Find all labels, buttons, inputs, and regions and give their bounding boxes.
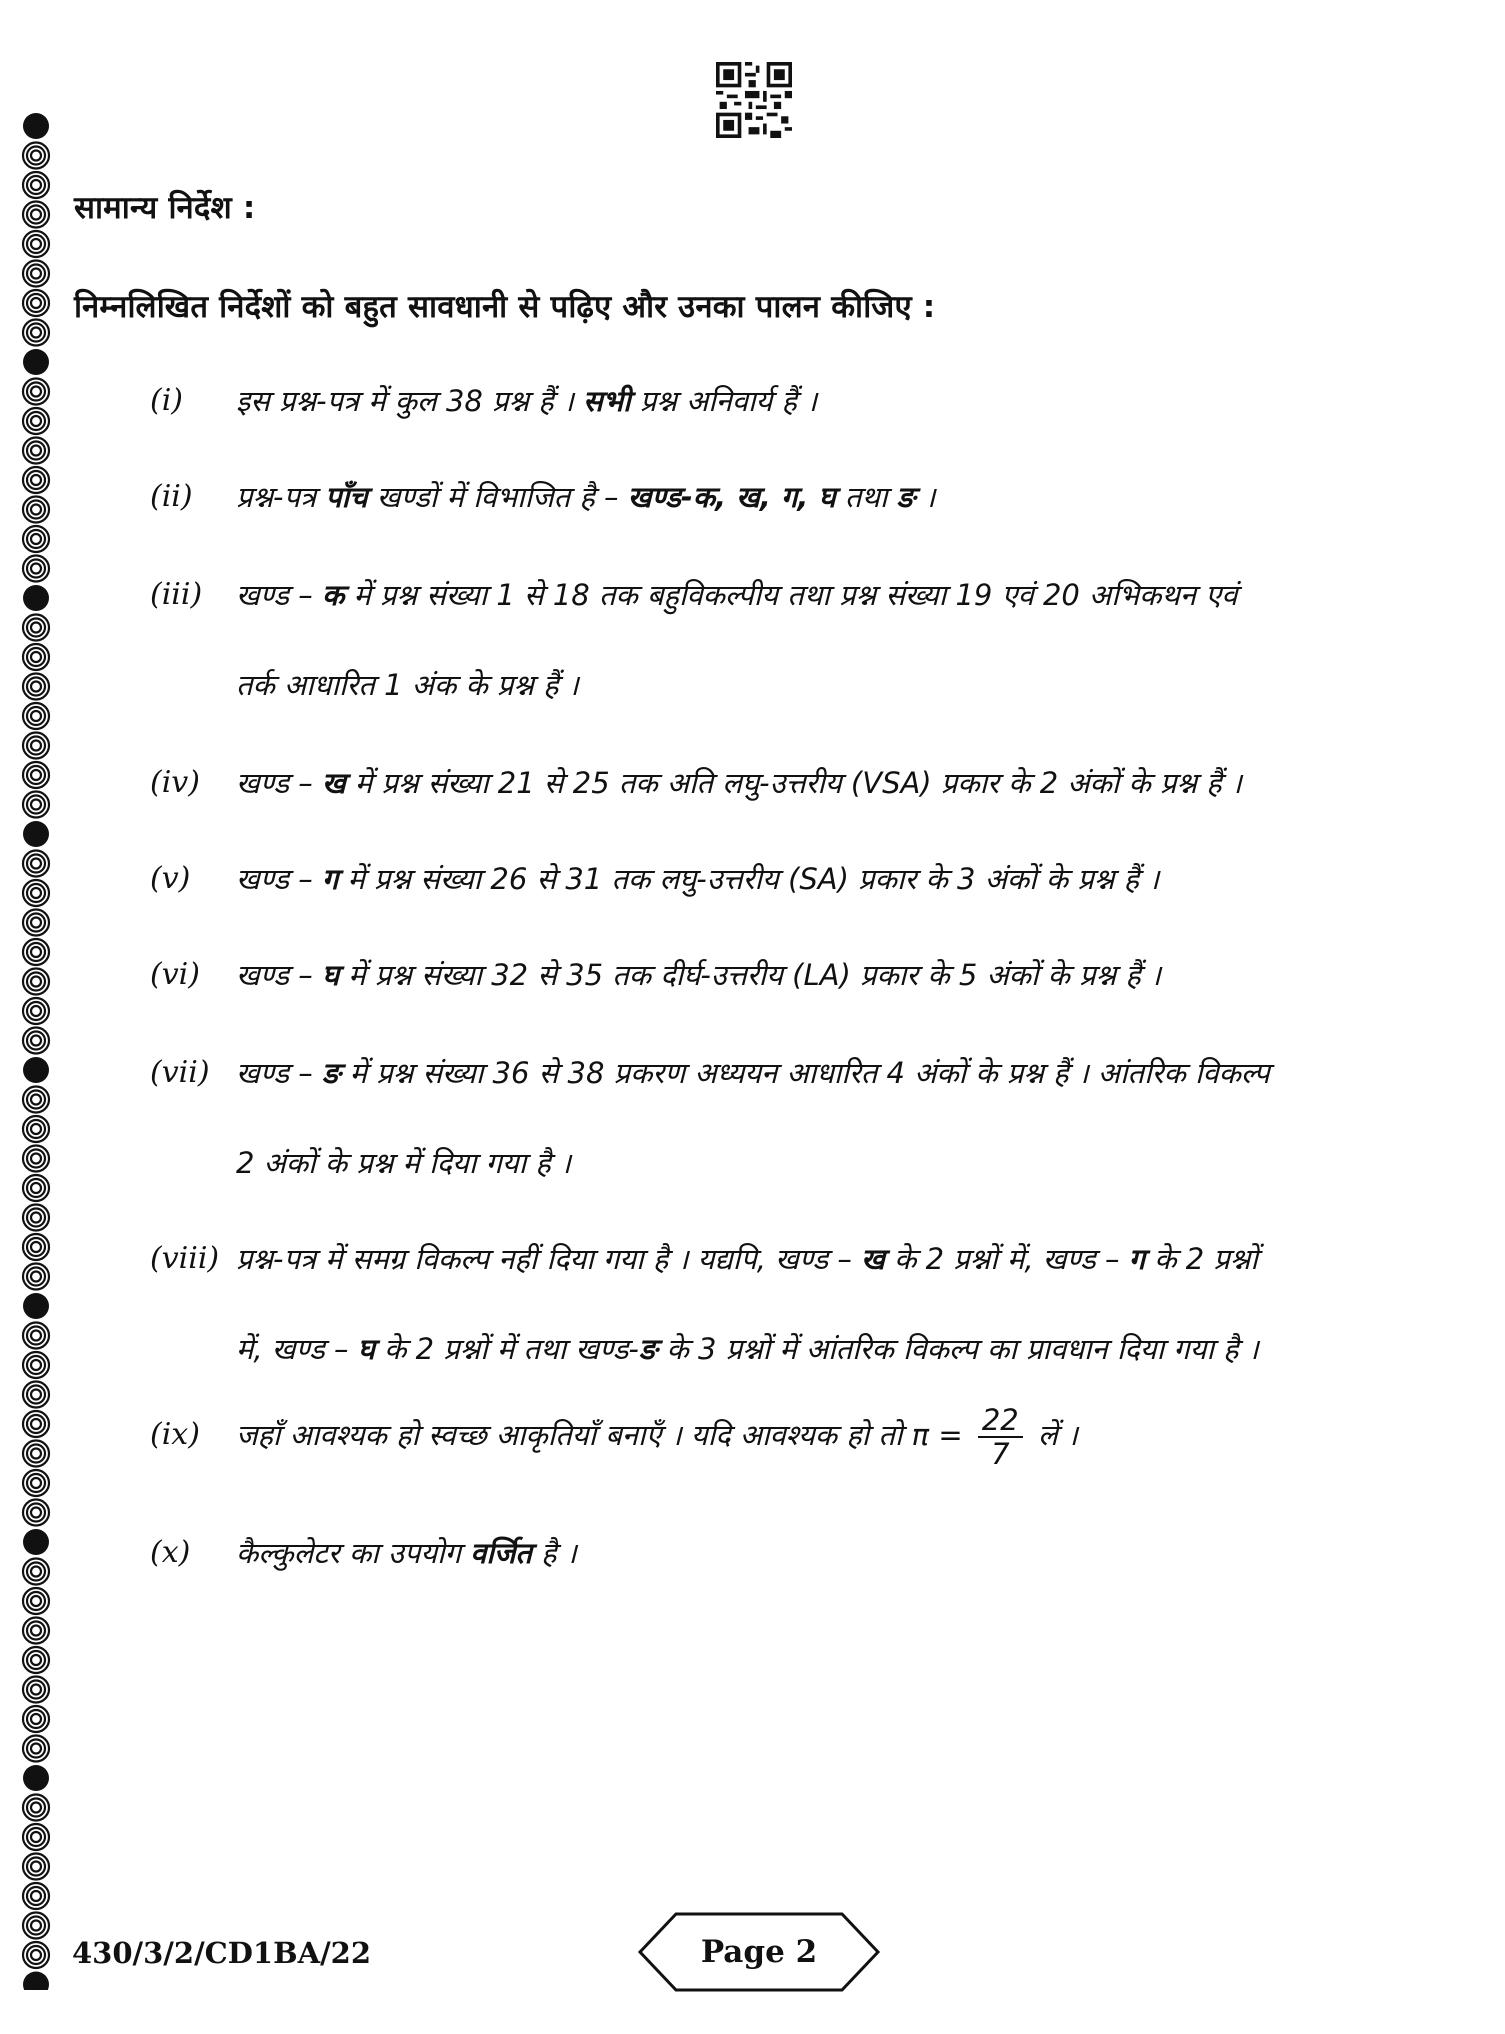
registration-target-icon (23, 261, 49, 287)
registration-target-icon (23, 1146, 49, 1172)
registration-target-icon (23, 1913, 49, 1939)
registration-target-icon (23, 202, 49, 228)
registration-target-icon (23, 290, 49, 316)
registration-target-icon (23, 1500, 49, 1526)
registration-target-icon (23, 969, 49, 995)
registration-target-icon (23, 1175, 49, 1201)
registration-target-icon (23, 1942, 49, 1968)
instruction-heading: निम्नलिखित निर्देशों को बहुत सावधानी से पढ़िए और उनका पालन कीजिए : (74, 289, 936, 325)
registration-target-icon (23, 910, 49, 936)
registration-target-icon (23, 1116, 49, 1142)
item-number: (iv) (150, 765, 200, 800)
registration-target-icon (23, 792, 49, 818)
registration-target-icon (23, 851, 49, 877)
registration-target-icon (23, 939, 49, 965)
registration-target-icon (23, 1293, 49, 1319)
registration-target-icon (23, 1087, 49, 1113)
registration-target-icon (23, 1441, 49, 1467)
registration-target-icon (23, 1234, 49, 1260)
item-number: (vi) (150, 957, 200, 992)
registration-target-icon (23, 1588, 49, 1614)
paper-code: 430/3/2/CD1BA/22 (72, 1936, 372, 1970)
registration-target-icon (23, 467, 49, 493)
registration-target-icon (23, 1529, 49, 1555)
registration-target-icon (23, 762, 49, 788)
qr-code-icon (716, 62, 792, 138)
registration-target-icon (23, 1264, 49, 1290)
item-number: (ix) (150, 1417, 200, 1452)
registration-target-icon (23, 585, 49, 611)
registration-target-icon (23, 1706, 49, 1732)
registration-target-icon (23, 1352, 49, 1378)
registration-target-icon (23, 438, 49, 464)
section-title: सामान्य निर्देश : (74, 190, 256, 226)
registration-target-icon (23, 674, 49, 700)
registration-target-icon (23, 1559, 49, 1585)
registration-target-icon (23, 1765, 49, 1791)
registration-target-icon (23, 1618, 49, 1644)
pi-fraction: $\frac{22}{7}$ (978, 1404, 1023, 1470)
registration-target-icon (23, 1647, 49, 1673)
registration-border (20, 110, 52, 1990)
registration-target-icon (23, 1470, 49, 1496)
registration-target-icon (23, 644, 49, 670)
registration-target-icon (23, 1677, 49, 1703)
registration-target-icon (23, 526, 49, 552)
registration-target-icon (23, 556, 49, 582)
registration-target-icon (23, 1883, 49, 1909)
registration-target-icon (23, 1028, 49, 1054)
registration-target-icon (23, 615, 49, 641)
registration-target-icon (23, 408, 49, 434)
registration-target-icon (23, 821, 49, 847)
registration-target-icon (23, 113, 49, 139)
registration-target-icon (23, 1411, 49, 1437)
item-number: (ii) (150, 479, 193, 514)
registration-target-icon (23, 880, 49, 906)
registration-target-icon (23, 497, 49, 523)
registration-target-icon (23, 320, 49, 346)
item-number: (iii) (150, 577, 203, 612)
registration-target-icon (23, 1205, 49, 1231)
registration-target-icon (23, 1323, 49, 1349)
registration-target-icon (23, 733, 49, 759)
item-number: (viii) (150, 1241, 220, 1276)
item-number: (x) (150, 1535, 191, 1570)
registration-target-icon (23, 1736, 49, 1762)
item-number: (v) (150, 861, 191, 896)
registration-target-icon (23, 172, 49, 198)
registration-target-icon (23, 143, 49, 169)
registration-target-icon (23, 1057, 49, 1083)
item-number: (i) (150, 383, 184, 418)
registration-target-icon (23, 998, 49, 1024)
registration-target-icon (23, 1972, 49, 1991)
page-number: Page 2 (700, 1934, 818, 1970)
registration-target-icon (23, 379, 49, 405)
item-number: (vii) (150, 1055, 210, 1090)
registration-target-icon (23, 231, 49, 257)
registration-target-icon (23, 1854, 49, 1880)
registration-target-icon (23, 703, 49, 729)
registration-target-icon (23, 1382, 49, 1408)
registration-target-icon (23, 1824, 49, 1850)
registration-target-icon (23, 1795, 49, 1821)
registration-target-icon (23, 349, 49, 375)
